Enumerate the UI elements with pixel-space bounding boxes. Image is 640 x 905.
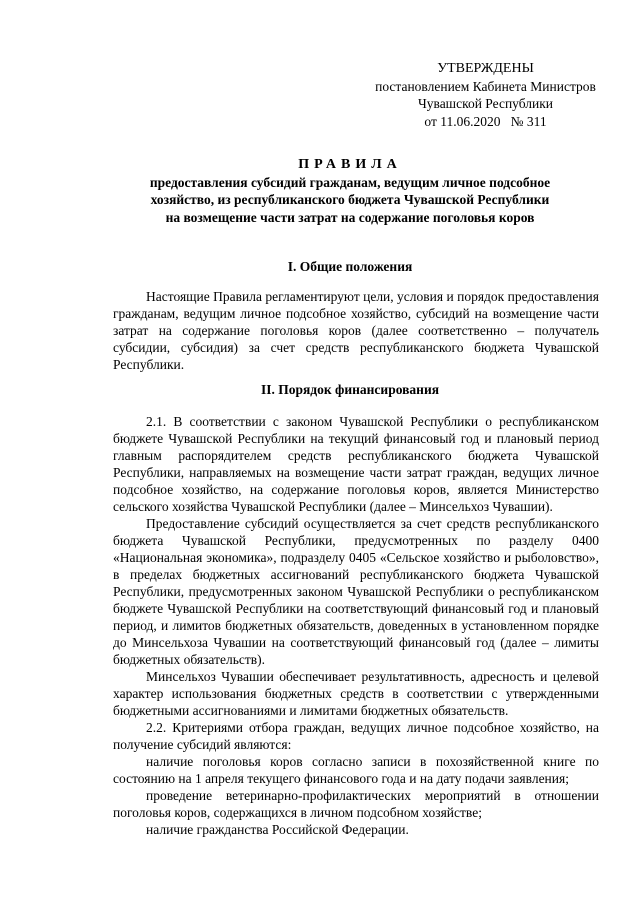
paragraph: 2.2. Критериями отбора граждан, ведущих личное подсобное хозяйство, на получение субсидий являются: bbox=[113, 720, 599, 752]
title-heading: ПРАВИЛА bbox=[298, 157, 402, 172]
paragraph: наличие гражданства Российской Федерации. bbox=[146, 822, 409, 837]
paragraph: проведение ветеринарно-профилактических мероприятий в отношении поголовья коров, содержащихся в личном подсобном хозяйстве; bbox=[113, 788, 599, 820]
approval-heading: УТВЕРЖДЕНЫ bbox=[437, 61, 534, 76]
paragraph: 2.1. В соответствии с законом Чувашской Республики о республиканском бюджете Чувашской Республики на текущий финансовый год и плановый период главным распорядителем средств республиканского бюджета Чувашской Республики, направляемых на возмещение части затрат граждан, ведущих личное подсобное хозяйство, на содержание поголовья коров, является Министерство сельского хозяйства Чувашской Республики (далее – Минсельхоз Чувашии). bbox=[113, 414, 599, 514]
title-line-3: на возмещение части затрат на содержание поголовья коров bbox=[165, 209, 535, 225]
approval-line-1: постановлением Кабинета Министров bbox=[375, 78, 596, 94]
section-1-body bbox=[113, 288, 599, 373]
paragraph: Предоставление субсидий осуществляется за счет средств республиканского бюджета Чувашской Республики, предусмотренных по разделу 0400 «Национальная экономика», подразделу 0405 «Сельское хозяйство и рыболовство», в пределах бюджетных ассигнований республиканского бюджета Чувашской Республики, предусмотренных законом Чувашской Республики о республиканском бюджете Чувашской Республики на соответствующий финансовый год и плановый период, и лимитов бюджетных обязательств, доведенных в установленном порядке до Минсельхоза Чувашии на соответствующий финансовый год (далее – лимиты бюджетных обязательств). bbox=[113, 516, 599, 667]
paragraph: Настоящие Правила регламентируют цели, условия и порядок предоставления гражданам, ведущим личное подсобное хозяйство, субсидий на возмещение части затрат на содержание поголовья коров (далее соответственно – получатель субсидии, субсидия) за счет средств республиканского бюджета Чувашской Республики. bbox=[113, 289, 599, 372]
section-2-body bbox=[113, 413, 599, 838]
section-1-heading: I. Общие положения bbox=[287, 259, 413, 274]
paragraph: наличие поголовья коров согласно записи в похозяйственной книге по состоянию на 1 апреля текущего финансового года и на дату подачи заявления; bbox=[113, 754, 599, 786]
approval-stamp bbox=[363, 60, 608, 130]
document-title bbox=[90, 156, 610, 226]
title-line-2: хозяйство, из республиканского бюджета Чувашской Республики bbox=[150, 192, 550, 207]
paragraph: Минсельхоз Чувашии обеспечивает результативность, адресность и целевой характер использования бюджетных средств в соответствии с утвержденными бюджетными ассигнованиями и лимитами бюджетных обязательств. bbox=[113, 669, 599, 718]
approval-line-2: Чувашской Республики bbox=[417, 96, 554, 111]
approval-line-3: от 11.06.2020 № 311 bbox=[424, 113, 547, 129]
title-line-1: предоставления субсидий гражданам, ведущим личное подсобное bbox=[149, 174, 551, 190]
section-2-heading: II. Порядок финансирования bbox=[260, 382, 440, 397]
